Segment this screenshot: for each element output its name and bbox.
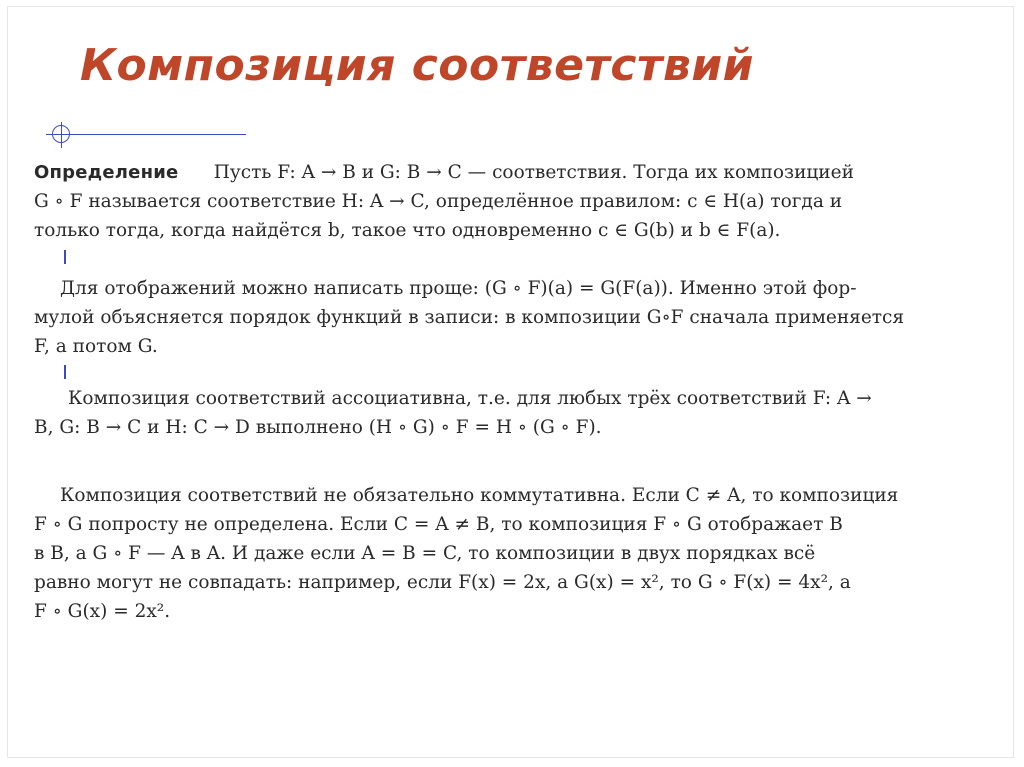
decorative-rule xyxy=(46,134,246,135)
commutativity-paragraph xyxy=(34,481,990,626)
associativity-paragraph xyxy=(34,384,990,442)
paragraph-line: равно могут не совпадать: например, если F(x) = 2x, а G(x) = x², то G ∘ F(x) = 4x², а xyxy=(34,572,851,593)
definition-line: G ∘ F называется соответствие H: A → C, определённое правилом: c ∈ H(a) тогда и xyxy=(34,191,843,212)
definition-label: Определение xyxy=(34,162,179,183)
definition-line xyxy=(34,158,990,187)
paragraph-line: F ∘ G(x) = 2x². xyxy=(34,601,171,622)
definition-text: Пусть F: A → B и G: B → C — соответствия. Тогда их композицией xyxy=(213,162,854,183)
paragraph-line: B, G: B → C и H: C → D выполнено (H ∘ G) ∘ F = H ∘ (G ∘ F). xyxy=(34,417,602,438)
mappings-paragraph xyxy=(34,274,990,361)
slide-frame xyxy=(7,6,1014,758)
paragraph-line: мулой объясняется порядок функций в записи: в композиции G∘F сначала применяется xyxy=(34,307,905,328)
paragraph-line: Композиция соответствий не обязательно коммутативна. Если C ≠ A, то композиция xyxy=(60,485,899,506)
paragraph-line: F ∘ G попросту не определена. Если C = A ≠ B, то композиция F ∘ G отображает B xyxy=(34,514,843,535)
margin-tick xyxy=(64,365,66,379)
paragraph-line: Для отображений можно написать проще: (G ∘ F)(a) = G(F(a)). Именно этой фор- xyxy=(60,278,857,299)
slide-title: Композиция соответствий xyxy=(80,40,755,91)
definition-paragraph xyxy=(34,158,990,245)
definition-line: только тогда, когда найдётся b, такое что одновременно c ∈ G(b) и b ∈ F(a). xyxy=(34,220,781,241)
margin-tick xyxy=(64,250,66,264)
paragraph-line: в B, а G ∘ F — A в A. И даже если A = B = C, то композиции в двух порядках всё xyxy=(34,543,816,564)
paragraph-line: Композиция соответствий ассоциативна, т.е. для любых трёх соответствий F: A → xyxy=(68,388,872,409)
crosshair-vertical-icon xyxy=(61,122,62,148)
paragraph-line: F, а потом G. xyxy=(34,336,158,357)
